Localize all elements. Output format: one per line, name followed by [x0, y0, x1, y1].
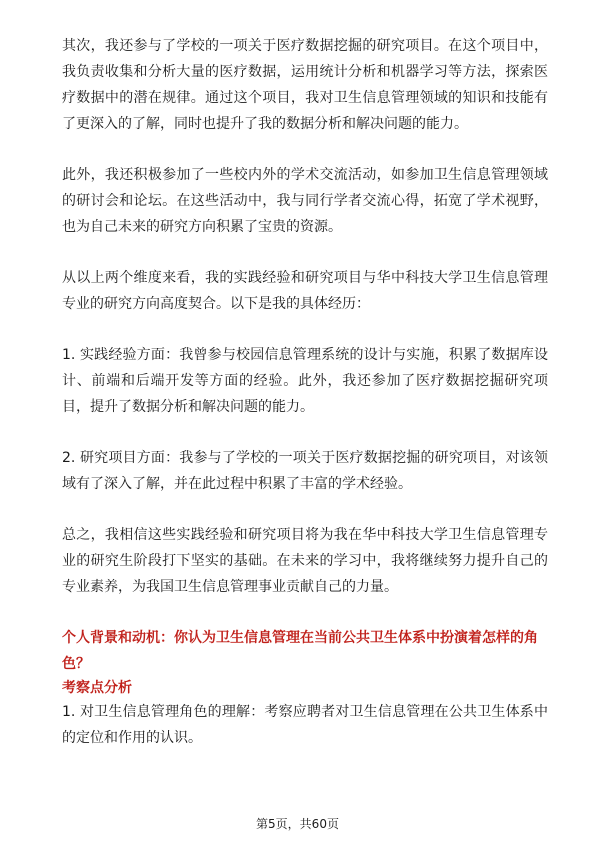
paragraph-academic-exchange: 此外，我还积极参加了一些校内外的学术交流活动，如参加卫生信息管理领域的研讨会和论坛。在这些活动中，我与同行学者交流心得，拓宽了学术视野，也为自己未来的研究方向积累了宝贵的资源。	[62, 167, 548, 235]
analysis-point: 1. 对卫生信息管理角色的理解：考察应聘者对卫生信息管理在公共卫生体系中的定位和作用的认识。	[62, 704, 548, 746]
paragraph-practice-experience: 1. 实践经验方面：我曾参与校园信息管理系统的设计与实施，积累了数据库设计、前端和后端开发等方面的经验。此外，我还参加了医疗数据挖掘研究项目，提升了数据分析和解决问题的能力。	[62, 347, 548, 415]
page-content	[62, 33, 548, 751]
paragraph-summary-dimensions: 从以上两个维度来看，我的实践经验和研究项目与华中科技大学卫生信息管理专业的研究方向高度契合。以下是我的具体经历：	[62, 270, 548, 312]
analysis-section-title: 考察点分析	[62, 680, 132, 696]
paragraph-research-project: 其次，我还参与了学校的一项关于医疗数据挖掘的研究项目。在这个项目中，我负责收集和分析大量的医疗数据，运用统计分析和机器学习等方法，探索医疗数据中的潜在规律。通过这个项目，我对卫生信息管理领域的知识和技能有了更深入的了解，同时也提升了我的数据分析和解决问题的能力。	[62, 38, 548, 132]
page-number-footer: 第5页，共60页	[256, 817, 339, 831]
interview-question: 个人背景和动机：你认为卫生信息管理在当前公共卫生体系中扮演着怎样的角色？	[62, 630, 538, 672]
paragraph-conclusion: 总之，我相信这些实践经验和研究项目将为我在华中科技大学卫生信息管理专业的研究生阶段打下坚实的基础。在未来的学习中，我将继续努力提升自己的专业素养，为我国卫生信息管理事业贡献自己的力量。	[62, 527, 548, 595]
paragraph-research-experience: 2. 研究项目方面：我参与了学校的一项关于医疗数据挖掘的研究项目，对该领域有了深入了解，并在此过程中积累了丰富的学术经验。	[62, 450, 548, 492]
